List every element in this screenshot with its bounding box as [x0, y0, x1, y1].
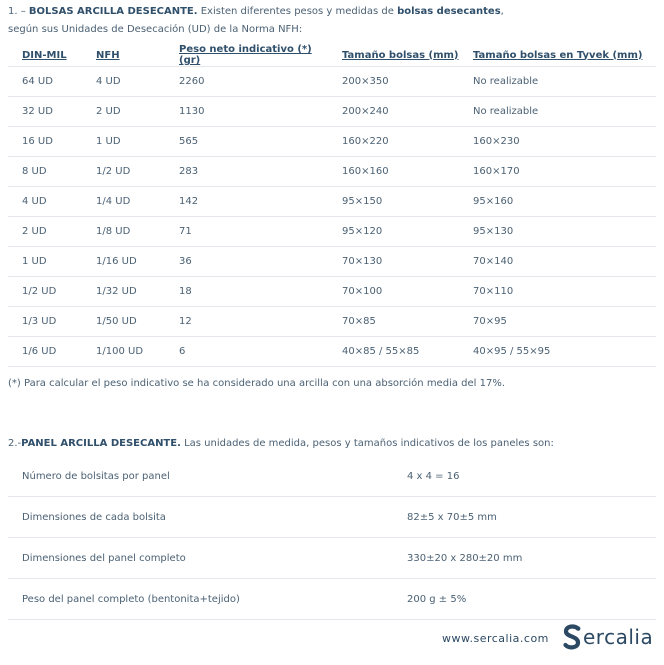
sercalia-logo [562, 624, 653, 650]
table-row [8, 127, 656, 157]
logo-text: ercalia [583, 625, 654, 649]
sercalia-s-logo-icon [562, 624, 582, 650]
table-cell: 200×240 [328, 97, 459, 127]
panel-row-label: Dimensiones del panel completo [8, 538, 407, 579]
table-cell: 12 [165, 307, 328, 337]
table-cell: 70×130 [328, 247, 459, 277]
panel-row-value: 200 g ± 5% [407, 579, 656, 620]
table-cell: 283 [165, 157, 328, 187]
panel-row [8, 456, 656, 497]
table-cell: 18 [165, 277, 328, 307]
table-cell: 32 UD [8, 97, 82, 127]
col-header-nfh: NFH [82, 44, 165, 67]
table-cell: 1/2 UD [8, 277, 82, 307]
footnote: (*) Para calcular el peso indicativo se ha considerado una arcilla con una absorción media del 17%. [8, 378, 506, 389]
table-cell: 1/50 UD [82, 307, 165, 337]
table-cell: 1/32 UD [82, 277, 165, 307]
table-row [8, 157, 656, 187]
panel-row [8, 579, 656, 620]
table-cell: 16 UD [8, 127, 82, 157]
table-cell: 2260 [165, 67, 328, 97]
table-cell: 40×85 / 55×85 [328, 337, 459, 367]
col-header-weight: Peso neto indicativo (*) (gr) [165, 44, 328, 67]
table-cell: 142 [165, 187, 328, 217]
table-cell: 36 [165, 247, 328, 277]
table-cell: 1/16 UD [82, 247, 165, 277]
table-row [8, 247, 656, 277]
panel-row-label: Número de bolsitas por panel [8, 456, 407, 497]
table-cell: 8 UD [8, 157, 82, 187]
table-row [8, 67, 656, 97]
table-header-row [8, 44, 656, 67]
table-cell: 4 UD [8, 187, 82, 217]
section1-intro [8, 3, 504, 39]
panel-row [8, 497, 656, 538]
table-cell: 160×230 [459, 127, 656, 157]
table-row [8, 217, 656, 247]
table-cell: 71 [165, 217, 328, 247]
table-cell: No realizable [459, 67, 656, 97]
section1-title: BOLSAS ARCILLA DESECANTE. [28, 6, 198, 17]
section1-text1: Existen diferentes pesos y medidas de [197, 6, 398, 17]
table-cell: 4 UD [82, 67, 165, 97]
table-cell: 1/100 UD [82, 337, 165, 367]
table-cell: 1/4 UD [82, 187, 165, 217]
table-cell: 64 UD [8, 67, 82, 97]
col-header-tyvek-size: Tamaño bolsas en Tyvek (mm) [459, 44, 656, 67]
table-row [8, 187, 656, 217]
panel-row-value: 330±20 x 280±20 mm [407, 538, 656, 579]
section1-text2: , [500, 6, 504, 17]
table-cell: 95×130 [459, 217, 656, 247]
section1-line2: según sus Unidades de Desecación (UD) de la Norma NFH: [8, 24, 303, 35]
table-cell: 1/3 UD [8, 307, 82, 337]
table-cell: 6 [165, 337, 328, 367]
website-link[interactable]: www.sercalia.com [442, 632, 549, 645]
table-cell: 70×140 [459, 247, 656, 277]
table-cell: 40×95 / 55×95 [459, 337, 656, 367]
table-cell: 1/6 UD [8, 337, 82, 367]
table-cell: 565 [165, 127, 328, 157]
section1-prefix: 1. – [8, 6, 29, 17]
table-cell: 70×95 [459, 307, 656, 337]
table-row [8, 97, 656, 127]
section2-title: PANEL ARCILLA DESECANTE. [21, 438, 181, 449]
table-row [8, 277, 656, 307]
table-cell: 1130 [165, 97, 328, 127]
panel-row-label: Dimensiones de cada bolsita [8, 497, 407, 538]
section1-bold2: bolsas desecantes [397, 6, 501, 17]
section2-prefix: 2.- [8, 438, 22, 449]
panel-table [8, 456, 656, 620]
table-cell: No realizable [459, 97, 656, 127]
table-cell: 1/8 UD [82, 217, 165, 247]
table-cell: 1 UD [82, 127, 165, 157]
table-cell: 95×160 [459, 187, 656, 217]
table-cell: 95×150 [328, 187, 459, 217]
table-cell: 160×160 [328, 157, 459, 187]
panel-row-value: 4 x 4 = 16 [407, 456, 656, 497]
col-header-bag-size: Tamaño bolsas (mm) [328, 44, 459, 67]
table-cell: 1 UD [8, 247, 82, 277]
panel-row [8, 538, 656, 579]
col-header-din-mil: DIN-MIL [8, 44, 82, 67]
section2-intro [8, 438, 554, 449]
table-cell: 160×170 [459, 157, 656, 187]
desiccant-bags-table [8, 44, 656, 367]
table-cell: 160×220 [328, 127, 459, 157]
table-cell: 70×85 [328, 307, 459, 337]
table-cell: 1/2 UD [82, 157, 165, 187]
table-cell: 2 UD [82, 97, 165, 127]
section2-text: Las unidades de medida, pesos y tamaños indicativos de los paneles son: [180, 438, 554, 449]
table-cell: 95×120 [328, 217, 459, 247]
table-cell: 70×100 [328, 277, 459, 307]
table-row [8, 337, 656, 367]
table-cell: 70×110 [459, 277, 656, 307]
panel-row-label: Peso del panel completo (bentonita+tejido) [8, 579, 407, 620]
panel-row-value: 82±5 x 70±5 mm [407, 497, 656, 538]
table-cell: 200×350 [328, 67, 459, 97]
table-cell: 2 UD [8, 217, 82, 247]
table-row [8, 307, 656, 337]
